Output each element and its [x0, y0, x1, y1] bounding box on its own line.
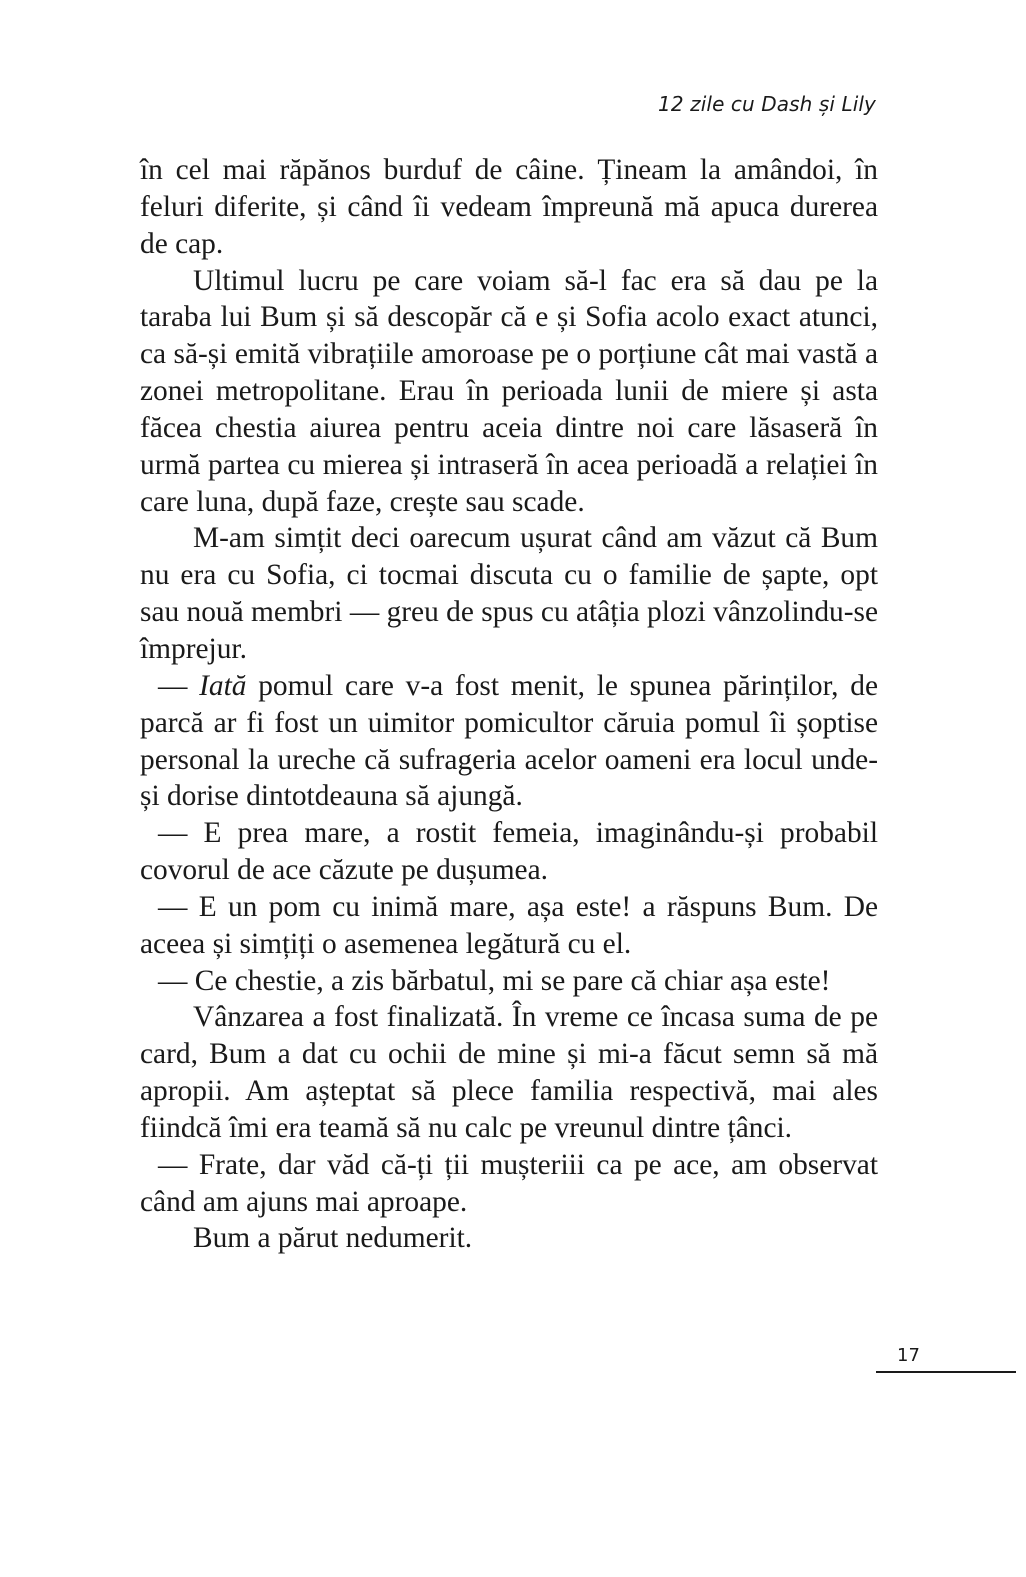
paragraph: Bum a părut nedumerit.: [193, 1222, 473, 1255]
dialogue-paragraph: — E un pom cu inimă mare, așa este! a răspuns Bum. De aceea și simțiți o asemenea legătură cu el.: [140, 890, 878, 960]
dialogue-paragraph: — Frate, dar văd că-ți ții mușteriii ca pe ace, am observat când am ajuns mai aproape.: [140, 1148, 878, 1218]
paragraph: Vânzarea a fost finalizată. În vreme ce încasa suma de pe card, Bum a dat cu ochii de mine și mi-a făcut semn să mă apropii. Am așteptat să plece familia respectivă, mai ales fiindcă îmi era teamă să nu calc pe vreunul dintre țânci.: [140, 1001, 878, 1144]
paragraph: Ultimul lucru pe care voiam să-l fac era să dau pe la taraba lui Bum și să descopăr că e și Sofia acolo exact atunci, ca să-și emită vibrațiile amoroase pe o porțiune cât mai vastă a zonei metropolitane. Erau în perioada lunii de miere și asta făcea chestia aiurea pentru aceia dintre noi care lăsaseră în urmă partea cu mierea și intraseră în acea perioadă a relației în care luna, după faze, crește sau scade.: [140, 264, 878, 518]
dialogue-dash: —: [158, 669, 200, 702]
paragraph: M-am simțit deci oarecum ușurat când am văzut că Bum nu era cu Sofia, ci tocmai discuta cu o familie de șapte, opt sau nouă membri — greu de spus cu atâția plozi vânzolindu-se împrejur.: [140, 522, 878, 665]
page-number: 17: [897, 1345, 920, 1366]
dialogue-paragraph: [140, 668, 878, 815]
footer-rule: [876, 1371, 1016, 1373]
body-text: [140, 152, 878, 1257]
paragraph: în cel mai răpănos burduf de câine. Țineam la amândoi, în feluri diferite, și când îi vedeam împreună mă apuca durerea de cap.: [140, 154, 878, 260]
running-header: 12 zile cu Dash și Lily: [658, 92, 876, 116]
dialogue-text: pomul care v-a fost menit, le spunea părinților, de parcă ar fi fost un uimitor pomicultor căruia pomul îi șoptise personal la ureche că sufrageria acelor oameni era locul unde-și dorise dintotdeauna să ajungă.: [140, 669, 878, 813]
dialogue-paragraph: — Ce chestie, a zis bărbatul, mi se pare că chiar așa este!: [158, 964, 831, 997]
italic-emphasis: Iată: [199, 669, 247, 702]
dialogue-paragraph: — E prea mare, a rostit femeia, imaginându-și probabil covorul de ace căzute pe dușumea.: [140, 817, 878, 887]
